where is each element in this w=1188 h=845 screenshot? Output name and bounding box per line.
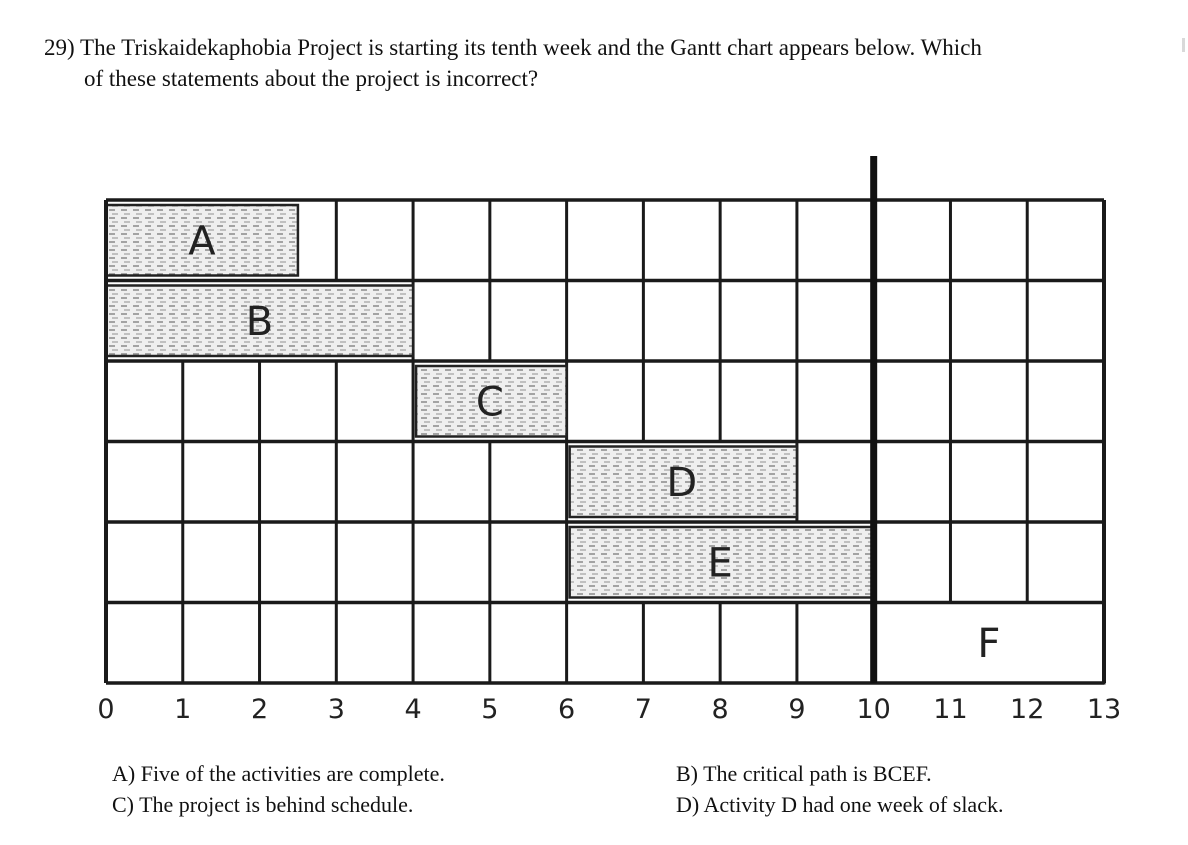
x-tick-label: 2 [250, 694, 269, 725]
activity-label-f: F [977, 620, 1001, 667]
x-tick-label: 4 [404, 694, 422, 725]
question-line-1: The Triskaidekaphobia Project is starting its tenth week and the Gantt chart appears below. Which [80, 35, 982, 60]
x-tick-label: 10 [856, 694, 891, 725]
question-line-2: of these statements about the project is incorrect? [84, 66, 539, 91]
page-edge-mark [1182, 38, 1185, 52]
x-tick-label: 0 [97, 694, 115, 725]
x-tick-label: 1 [174, 694, 192, 725]
x-tick-label: 11 [933, 694, 968, 725]
answer-choice-d: D) Activity D had one week of slack. [676, 792, 1004, 817]
x-tick-label: 3 [327, 694, 345, 725]
activity-label-c: C [475, 379, 504, 426]
answer-choice-b: B) The critical path is BCEF. [676, 761, 932, 786]
x-tick-label: 9 [788, 694, 806, 725]
x-tick-label: 7 [634, 694, 652, 725]
x-tick-label: 8 [711, 694, 729, 725]
activity-label-a: A [188, 218, 216, 265]
x-tick-label: 13 [1086, 694, 1122, 725]
activity-label-e: E [707, 540, 733, 587]
answer-choice-c: C) The project is behind schedule. [112, 792, 414, 817]
x-tick-label: 5 [481, 694, 499, 725]
x-tick-label: 6 [558, 694, 576, 725]
answer-choice-a: A) Five of the activities are complete. [112, 761, 445, 786]
x-tick-label: 12 [1010, 694, 1045, 725]
activity-label-d: D [666, 459, 698, 506]
question-number: 29) [44, 35, 75, 60]
activity-label-b: B [245, 298, 274, 345]
